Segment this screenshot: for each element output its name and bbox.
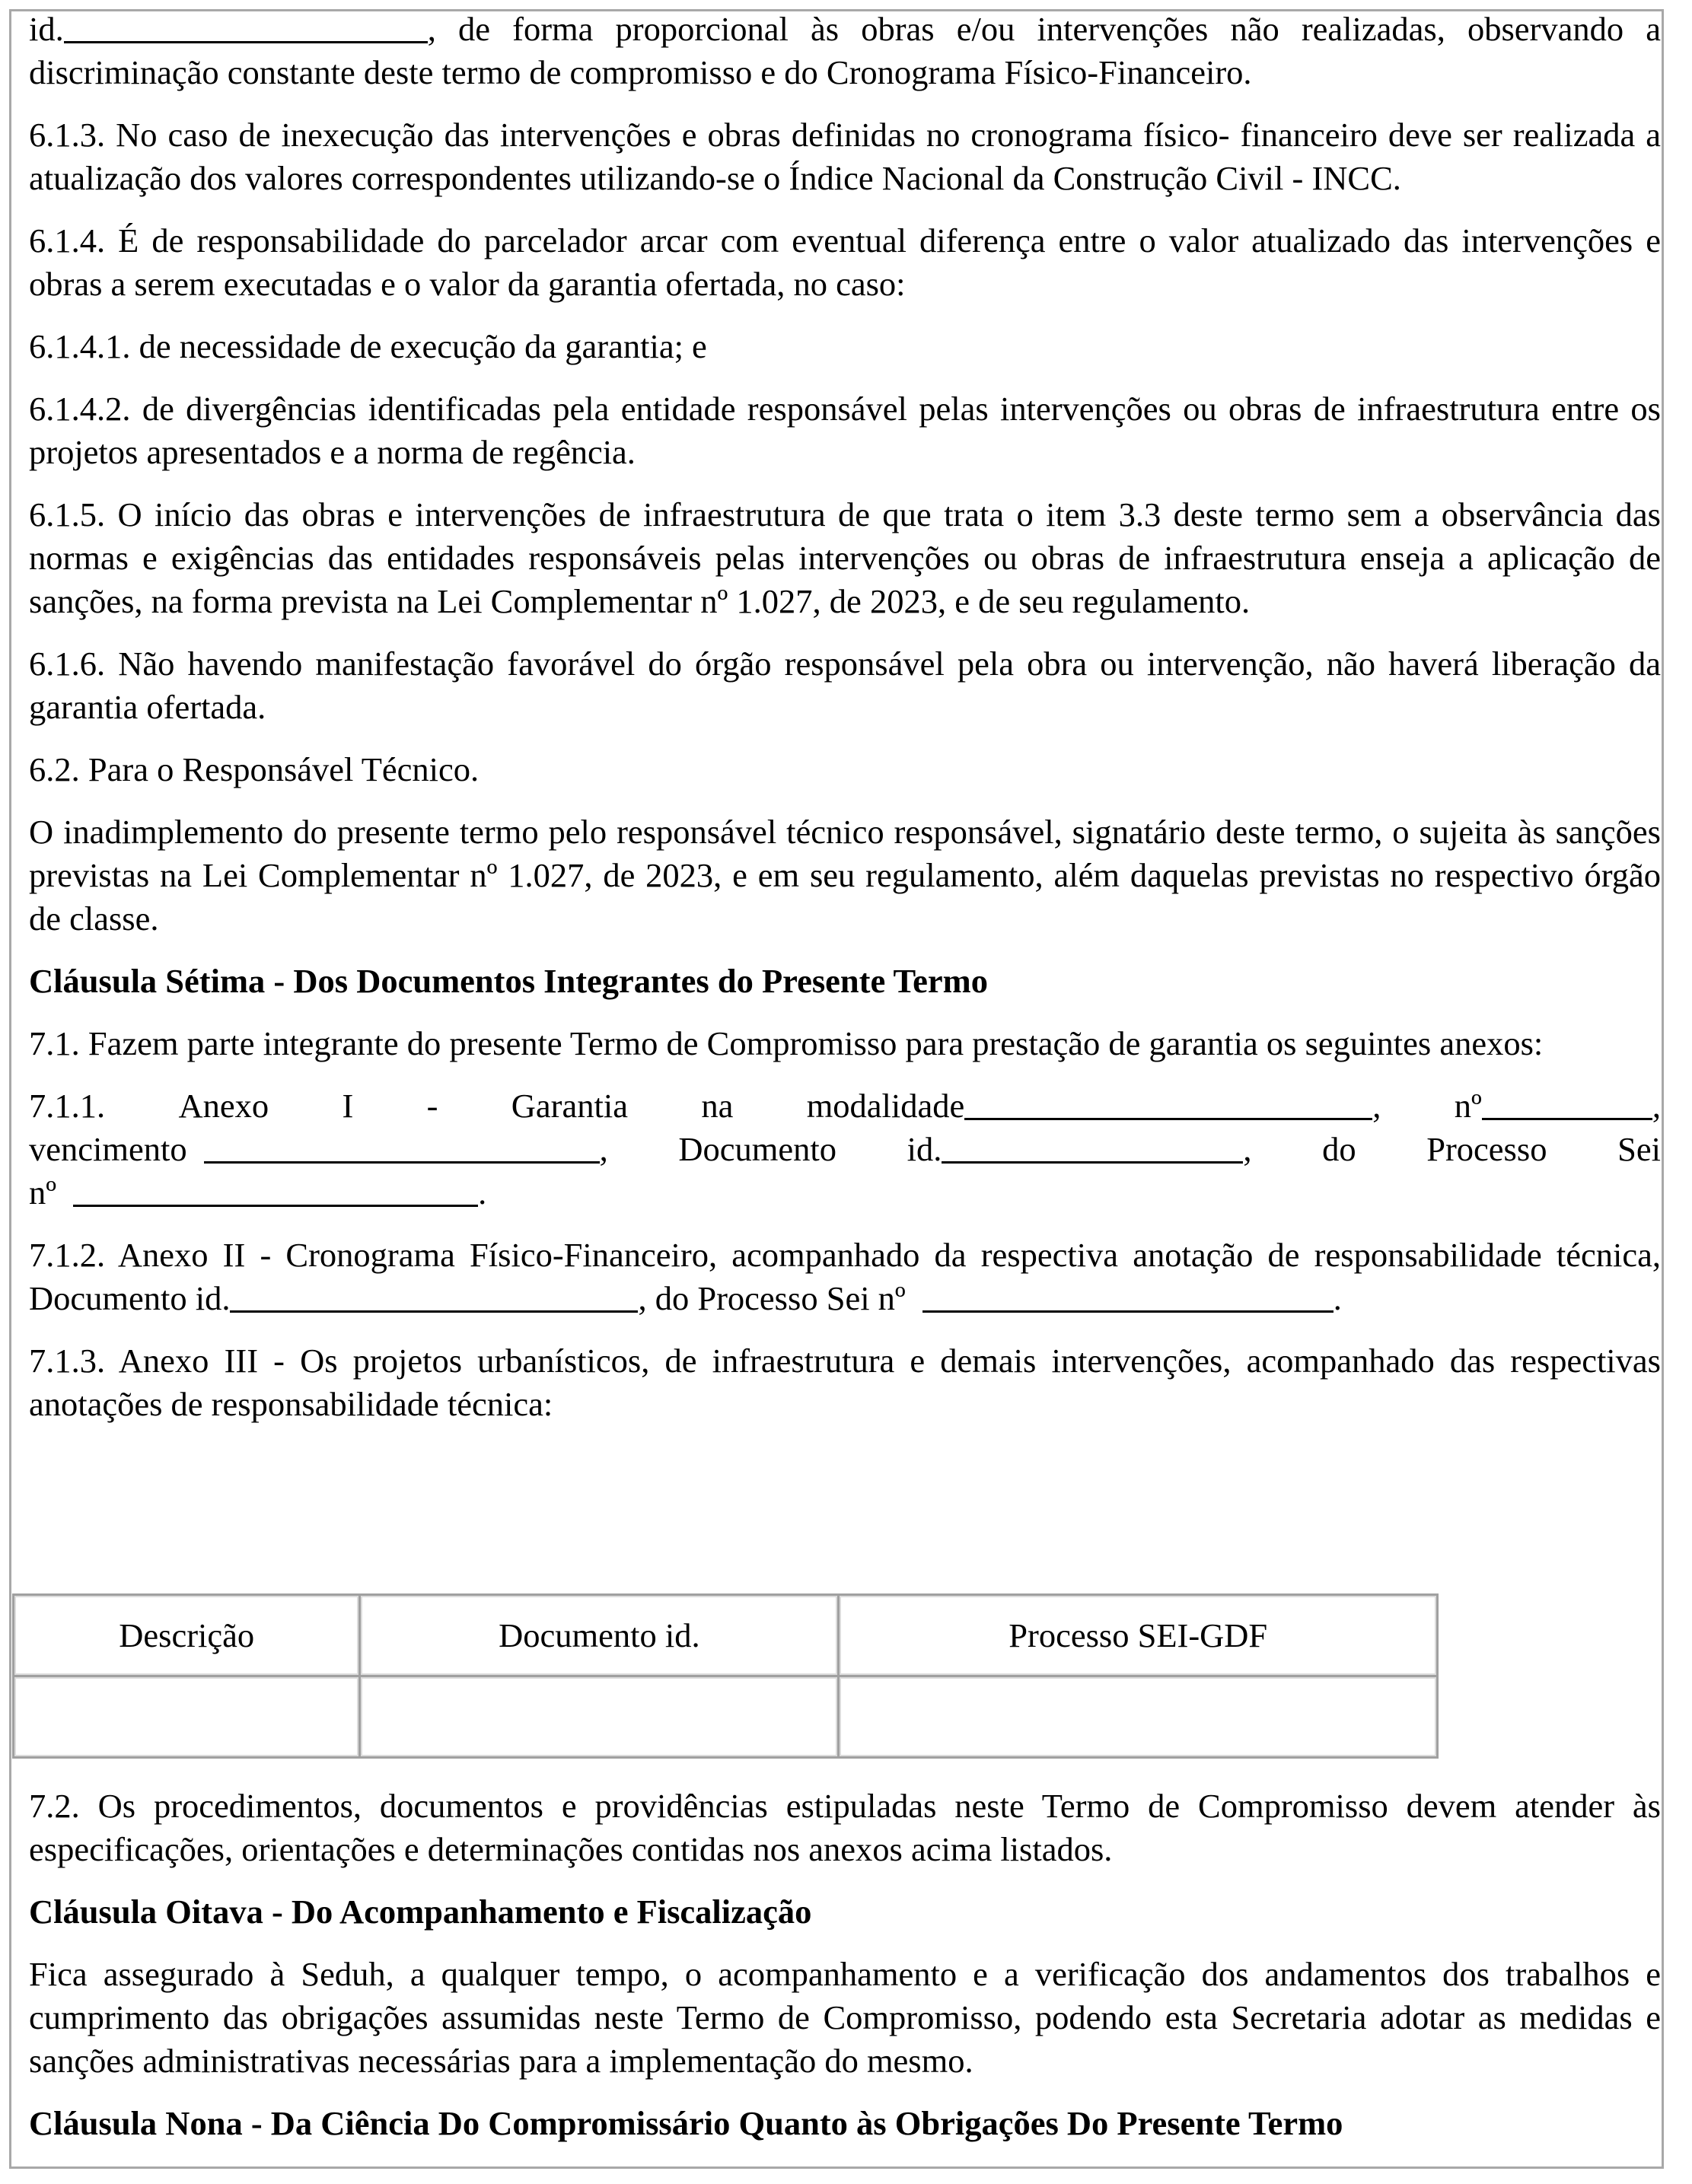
paragraph-7-1-1 bbox=[29, 1084, 1661, 1215]
paragraph-6-2-text: O inadimplemento do presente termo pelo responsável técnico responsável, signatário deste termo, o sujeita às sanções previstas na Lei Complementar nº 1.027, de 2023, e em seu regulamento, além daquelas previstas no respectivo órgão de classe. bbox=[29, 813, 1661, 938]
paragraph-6-1-5: 6.1.5. O início das obras e intervenções de infraestrutura de que trata o item 3.3 deste termo sem a observância das normas e exigências das entidades responsáveis pelas intervenções ou obras de infraestrutura enseja a aplicação de sanções, na forma prevista na Lei Complementar nº 1.027, de 2023, e de seu regulamento. bbox=[29, 495, 1661, 620]
annex-line-3: nº . bbox=[29, 1173, 487, 1211]
blank-field-modalidade bbox=[964, 1087, 1372, 1120]
paragraph-6-1-4-1: 6.1.4.1. de necessidade de execução da garantia; e bbox=[29, 327, 707, 365]
text-id-label: id. bbox=[29, 10, 64, 48]
table-cell-empty bbox=[14, 1676, 360, 1758]
paragraph-7-1-3: 7.1.3. Anexo III - Os projetos urbanísticos, de infraestrutura e demais intervenções, acompanhado das respectivas anotações de responsabilidade técnica: bbox=[29, 1342, 1661, 1423]
paragraph-6-1-6: 6.1.6. Não havendo manifestação favorável do órgão responsável pela obra ou intervenção, não haverá liberação da garantia ofertada. bbox=[29, 645, 1661, 726]
table-header-processo-sei-gdf: Processo SEI-GDF bbox=[839, 1595, 1438, 1676]
table-header-documento-id: Documento id. bbox=[360, 1595, 839, 1676]
annex-line-1: 7.1.1. Anexo I - Garantia na modalidade , nº , bbox=[29, 1087, 1661, 1125]
blank-field-processo-sei bbox=[73, 1174, 478, 1207]
table-cell-empty bbox=[839, 1676, 1438, 1758]
paragraph-7-2: 7.2. Os procedimentos, documentos e providências estipuladas neste Termo de Compromisso devem atender às especificações, orientações e determinações contidas nos anexos acima listados. bbox=[29, 1787, 1661, 1868]
annex-line-2: vencimento , Documento id. , do Processo Sei bbox=[29, 1130, 1661, 1168]
annex-table bbox=[12, 1593, 1439, 1759]
document-body bbox=[29, 8, 1661, 1445]
heading-clausula-setima: Cláusula Sétima - Dos Documentos Integrantes do Presente Termo bbox=[29, 962, 988, 1000]
table-header-descricao: Descrição bbox=[14, 1595, 360, 1676]
document-body-continued bbox=[29, 1784, 1661, 2164]
blank-field-numero bbox=[1482, 1087, 1652, 1120]
paragraph-7-1: 7.1. Fazem parte integrante do presente Termo de Compromisso para prestação de garantia os seguintes anexos: bbox=[29, 1024, 1544, 1062]
heading-clausula-nona: Cláusula Nona - Da Ciência Do Compromissário Quanto às Obrigações Do Presente Termo bbox=[29, 2104, 1343, 2142]
table-header-row bbox=[14, 1595, 1438, 1676]
blank-field-anexo2-id bbox=[230, 1280, 638, 1313]
blank-field-documento-id bbox=[942, 1131, 1243, 1164]
paragraph-continuation bbox=[29, 8, 1661, 94]
blank-field-anexo2-sei bbox=[922, 1280, 1334, 1313]
paragraph-6-1-4: 6.1.4. É de responsabilidade do parcelador arcar com eventual diferença entre o valor atualizado das intervenções e obras a serem executadas e o valor da garantia ofertada, no caso: bbox=[29, 221, 1661, 303]
text-continuation: , de forma proporcional às obras e/ou intervenções não realizadas, observando a discriminação constante deste termo de compromisso e do Cronograma Físico-Financeiro. bbox=[29, 10, 1661, 91]
paragraph-8: Fica assegurado à Seduh, a qualquer tempo, o acompanhamento e a verificação dos andamentos dos trabalhos e cumprimento das obrigações assumidas neste Termo de Compromisso, podendo esta Secretaria adotar as medidas e sanções administrativas necessárias para a implementação do mesmo. bbox=[29, 1955, 1661, 2080]
paragraph-6-2: 6.2. Para o Responsável Técnico. bbox=[29, 750, 480, 788]
heading-clausula-oitava: Cláusula Oitava - Do Acompanhamento e Fiscalização bbox=[29, 1893, 812, 1931]
blank-field bbox=[64, 11, 428, 43]
blank-field-vencimento bbox=[204, 1131, 600, 1164]
paragraph-6-1-4-2: 6.1.4.2. de divergências identificadas pela entidade responsável pelas intervenções ou obras de infraestrutura entre os projetos apresentados e a norma de regência. bbox=[29, 390, 1661, 471]
paragraph-7-1-2: 7.1.2. Anexo II - Cronograma Físico-Financeiro, acompanhado da respectiva anotação de responsabilidade técnica, Documento id. , do Processo Sei nº . bbox=[29, 1236, 1661, 1317]
table-row bbox=[14, 1676, 1438, 1758]
paragraph-6-1-3: 6.1.3. No caso de inexecução das intervenções e obras definidas no cronograma físico- financeiro deve ser realizada a atualização dos valores correspondentes utilizando-se o Índice Nacional da Construção Civil - INCC. bbox=[29, 116, 1661, 197]
table-cell-empty bbox=[360, 1676, 839, 1758]
